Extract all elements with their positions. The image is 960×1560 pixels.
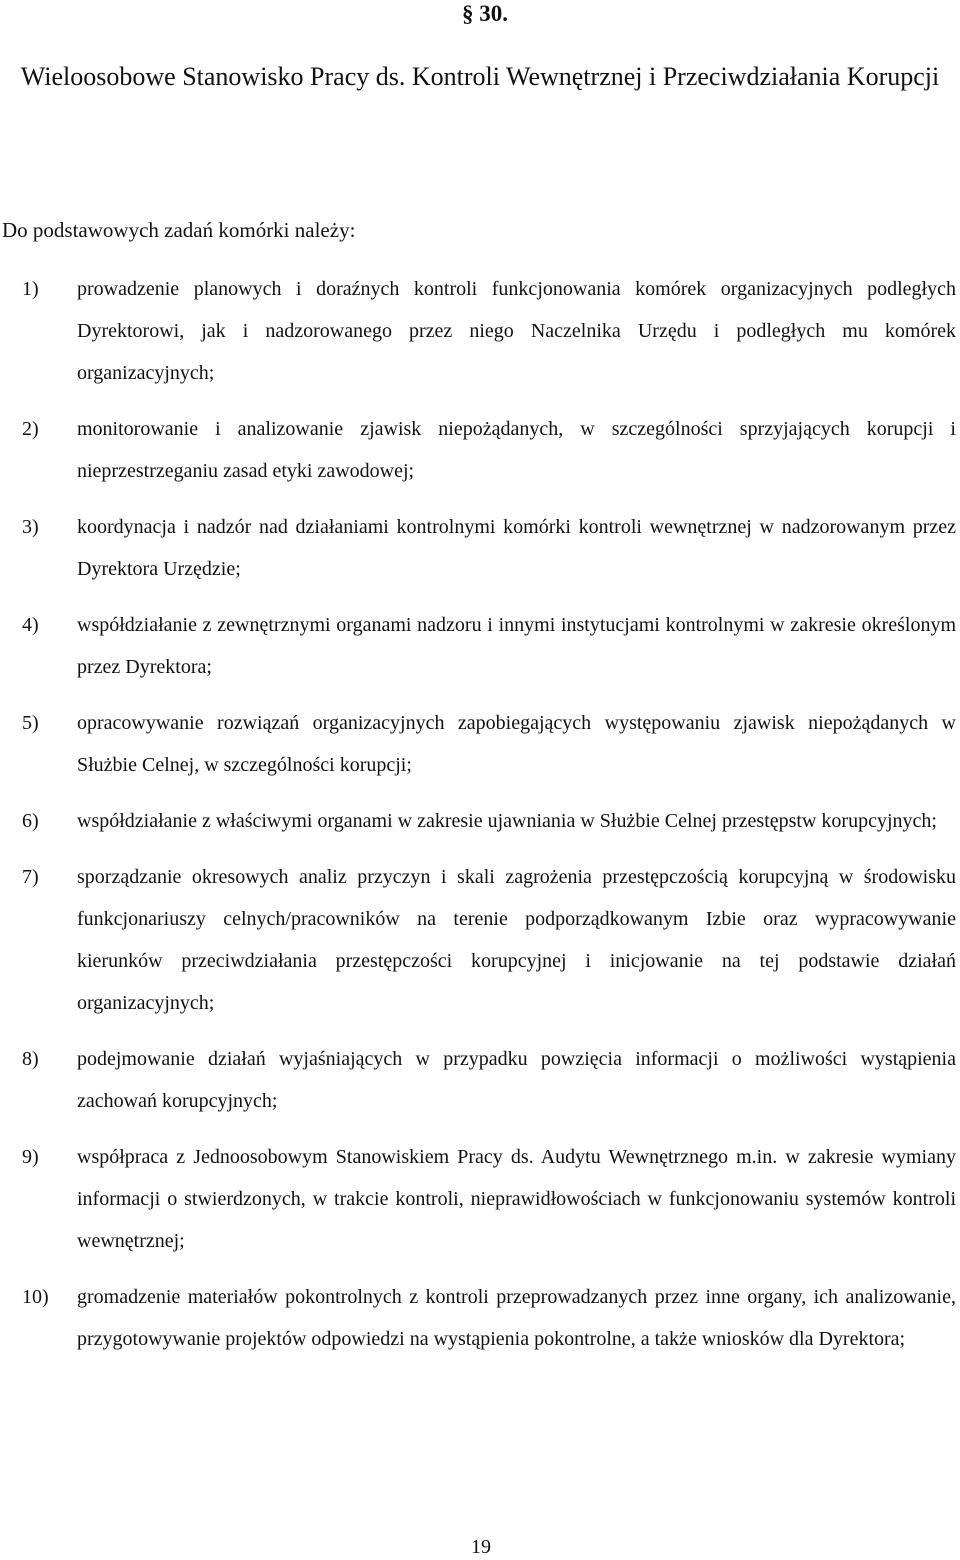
list-item-number: 7) <box>22 866 39 888</box>
list-item-text: monitorowanie i analizowanie zjawisk niepożądanych, w szczególności sprzyjających korupcji i nieprzestrzeganiu zasad etyki zawodowej; <box>77 418 956 482</box>
list-item <box>0 702 960 786</box>
list-item-text: podejmowanie działań wyjaśniających w przypadku powzięcia informacji o możliwości wystąpienia zachowań korupcyjnych; <box>77 1048 956 1112</box>
list-item <box>0 1276 960 1360</box>
list-item-text: prowadzenie planowych i doraźnych kontroli funkcjonowania komórek organizacyjnych podległych Dyrektorowi, jak i nadzorowanego przez niego Naczelnika Urzędu i podległych mu komórek organizacyjnych; <box>77 278 956 384</box>
list-item <box>0 604 960 688</box>
list-item <box>0 1136 960 1262</box>
list-item <box>0 800 960 842</box>
list-item <box>0 408 960 492</box>
list-item-text: współpraca z Jednoosobowym Stanowiskiem Pracy ds. Audytu Wewnętrznego m.in. w zakresie wymiany informacji o stwierdzonych, w trakcie kontroli, nieprawidłowościach w funkcjonowaniu systemów kontroli wewnętrznej; <box>77 1146 956 1252</box>
list-item-text: opracowywanie rozwiązań organizacyjnych zapobiegających występowaniu zjawisk niepożądanych w Służbie Celnej, w szczególności korupcji; <box>77 712 956 776</box>
list-item-number: 8) <box>22 1048 39 1070</box>
list-item <box>0 1038 960 1122</box>
list-item <box>0 506 960 590</box>
list-item-number: 5) <box>22 712 39 734</box>
list-item-number: 10) <box>22 1286 49 1308</box>
list-item-text: koordynacja i nadzór nad działaniami kontrolnymi komórki kontroli wewnętrznej w nadzorowanym przez Dyrektora Urzędzie; <box>77 516 956 580</box>
list-item <box>0 268 960 394</box>
list-item-number: 3) <box>22 516 39 538</box>
page-number: 19 <box>471 1536 491 1558</box>
list-item-text: gromadzenie materiałów pokontrolnych z kontroli przeprowadzanych przez inne organy, ich analizowanie, przygotowywanie projektów odpowiedzi na wystąpienia pokontrolne, a także wniosków dla Dyrektora; <box>77 1286 956 1350</box>
list-item-number: 1) <box>22 278 39 300</box>
list-item-number: 9) <box>22 1146 39 1168</box>
list-item-number: 6) <box>22 810 39 832</box>
list-item-text: współdziałanie z właściwymi organami w zakresie ujawniania w Służbie Celnej przestępstw korupcyjnych; <box>77 810 937 832</box>
task-list <box>0 268 960 1374</box>
intro-text: Do podstawowych zadań komórki należy: <box>2 218 356 242</box>
list-item-number: 2) <box>22 418 39 440</box>
list-item <box>0 856 960 1024</box>
document-title: Wieloosobowe Stanowisko Pracy ds. Kontroli Wewnętrznej i Przeciwdziałania Korupcji <box>20 62 940 91</box>
list-item-number: 4) <box>22 614 39 636</box>
section-number: § 30. <box>462 1 508 26</box>
list-item-text: współdziałanie z zewnętrznymi organami nadzoru i innymi instytucjami kontrolnymi w zakresie określonym przez Dyrektora; <box>77 614 956 678</box>
list-item-text: sporządzanie okresowych analiz przyczyn i skali zagrożenia przestępczością korupcyjną w środowisku funkcjonariuszy celnych/pracowników na terenie podporządkowanym Izbie oraz wypracowywanie kierunków przeciwdziałania przestępczości korupcyjnej i inicjowanie na tej podstawie działań organizacyjnych; <box>77 866 956 1014</box>
